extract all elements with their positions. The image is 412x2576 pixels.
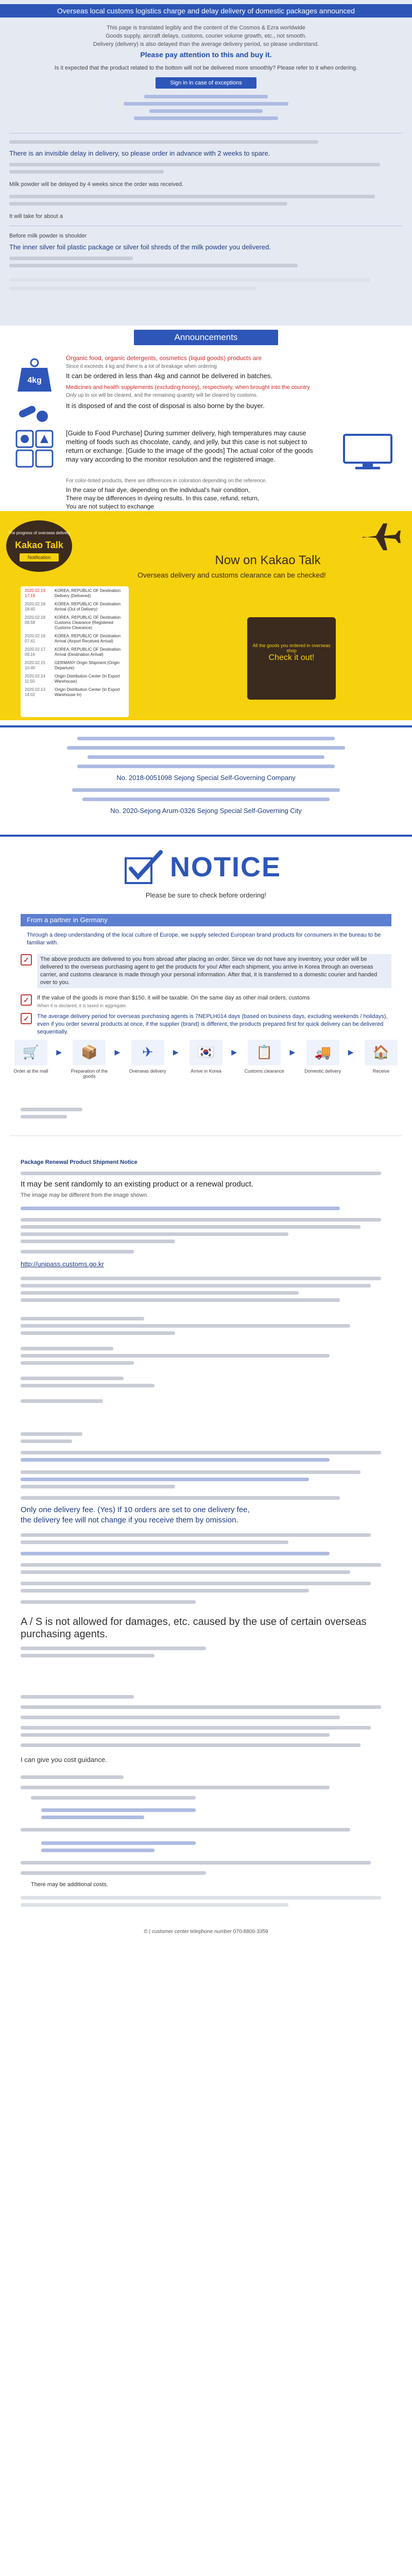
- announcements-section: [0, 326, 412, 511]
- flow-step-label: Order at the mall: [13, 1069, 48, 1074]
- ghost-line: [21, 1218, 381, 1222]
- ghost-line: [9, 286, 256, 290]
- ghost-line: [21, 1298, 340, 1302]
- registry-1: No. 2018-0051098 Sejong Special Self-Governing Company: [116, 774, 296, 782]
- notice-p2: [37, 994, 310, 1010]
- flow-step: [65, 1040, 121, 1101]
- ghost-line: [21, 1207, 340, 1210]
- ghost-line: [21, 1115, 67, 1118]
- flow-step-icon: ✈: [131, 1040, 164, 1065]
- ghost-line: [21, 1451, 381, 1454]
- ghost-line: [21, 1716, 340, 1719]
- organic-small: Since it exceeds 4 kg and there is a lot of breakage when ordering: [66, 364, 217, 369]
- phone-big: Check it out!: [268, 653, 315, 662]
- tracking-card: [21, 586, 129, 717]
- ghost-line: [82, 798, 330, 801]
- flow-step-icon: 📋: [248, 1040, 281, 1065]
- tail-2: Before milk powder is shoulder: [9, 233, 87, 239]
- timeline-status: KOREA, REPUBLIC OF Destination Arrival (Airport Received Arrival): [55, 634, 121, 643]
- ghost-line: [144, 95, 268, 98]
- exceptions-button[interactable]: Sign in in case of exceptions: [156, 77, 256, 89]
- flow-step-icon: 🇰🇷: [190, 1040, 222, 1065]
- ghost-line: [21, 1600, 196, 1604]
- flow-step-icon: 🛒: [14, 1040, 47, 1065]
- flow-arrow-icon: ▶: [289, 1048, 296, 1056]
- flow-arrow-icon: ▶: [348, 1048, 354, 1056]
- timeline-row: [25, 674, 125, 684]
- ghost-line: [21, 1324, 350, 1328]
- checkbox-icon: ✓: [21, 1013, 32, 1024]
- ghost-line: [41, 1816, 144, 1819]
- kakao-title: Now on Kakao Talk: [215, 553, 321, 567]
- ghost-line: [21, 1361, 134, 1365]
- timeline-date: 2020.02.15 10:40: [25, 660, 46, 670]
- medicine-small: Only up to six will be cleared, and the remaining quantity will be cleared by customs.: [66, 393, 258, 398]
- ghost-line: [134, 116, 278, 120]
- partner-text: Through a deep understanding of the local culture of Europe, we supply selected European brand products for consumers in the bureau to be familiar with.: [27, 932, 381, 946]
- flow-step-label: Domestic delivery: [304, 1069, 341, 1074]
- tail-1: It will take for about a: [9, 213, 63, 219]
- ghost-line: [67, 746, 345, 750]
- flow-step-label: Arrive in Korea: [191, 1069, 221, 1074]
- flow-step: [241, 1040, 296, 1101]
- tint-line: For color-tinted products, there are differences in coloration depending on the reference.: [66, 478, 267, 484]
- ghost-line: [21, 1470, 360, 1474]
- renewal-heading: Package Renewal Product Shipment Notice: [21, 1159, 138, 1165]
- ghost-line: [41, 1849, 154, 1852]
- flow-step-label: Customs clearance: [244, 1069, 284, 1074]
- ghost-line: [21, 1654, 154, 1657]
- flow-arrow-icon: ▶: [114, 1048, 121, 1056]
- partner-bar: From a partner in Germany: [21, 914, 391, 926]
- flow-arrow-icon: ▶: [231, 1048, 237, 1056]
- renewal-big-1: It may be sent randomly to an existing product or a renewal product.: [21, 1180, 253, 1189]
- flow-step: [357, 1040, 405, 1101]
- notice-delay: There is an invisible delay in delivery, so please order in advance with 2 weeks to spare.: [9, 149, 270, 157]
- ghost-line: [21, 1695, 134, 1699]
- ghost-line: [21, 1828, 350, 1832]
- ghost-line: [9, 264, 298, 267]
- weight-4kg-icon: [15, 357, 54, 393]
- ghost-line: [21, 1786, 330, 1789]
- ghost-line: [21, 1496, 340, 1500]
- pills-icon: [16, 404, 53, 425]
- timeline-date: 2020.02.17 09:16: [25, 647, 46, 657]
- top-banner: Overseas local customs logistics charge and delay delivery of domestic packages announced: [0, 4, 412, 18]
- ghost-line: [21, 1533, 371, 1537]
- bubble-tag: Notification Service: [20, 553, 59, 562]
- timeline-row: [25, 588, 125, 599]
- ghost-line: [9, 195, 375, 198]
- ghost-line: [21, 1896, 381, 1900]
- ghost-line: [72, 788, 340, 792]
- delivery-flow: [0, 1035, 412, 1154]
- timeline-status: KOREA, REPUBLIC OF Destination Arrival (Destination Arrival): [55, 647, 121, 657]
- flow-step: [299, 1040, 354, 1101]
- tail-3: The inner silver foil plastic package or silver foil shreds of the milk powder you delivered.: [9, 243, 271, 251]
- renewal-big-2b: the delivery fee will not change if you receive them by omission.: [21, 1516, 238, 1524]
- renewal-small-1: The image may be different from the image shown.: [21, 1192, 149, 1198]
- airplane-icon: [360, 520, 402, 551]
- ghost-line: [21, 1108, 82, 1111]
- ghost-line: [21, 1552, 330, 1555]
- unipass-link[interactable]: http://unipass.customs.go.kr: [21, 1260, 104, 1268]
- ghost-line: [21, 1563, 381, 1567]
- ghost-line: [21, 1347, 113, 1350]
- lead-4: Please pay attention to this and buy it.: [140, 50, 272, 59]
- ghost-line: [21, 1485, 175, 1488]
- bubble-small: The progress of overseas delivery: [8, 531, 71, 535]
- kakao-bubble: [6, 520, 72, 572]
- timeline-row: [25, 602, 125, 612]
- timeline-row: [25, 687, 125, 698]
- ghost-line: [21, 1589, 309, 1592]
- flow-step: [124, 1040, 179, 1101]
- lead-1: This page is translated legibly and the content of the Cosmos & Ezra worldwide: [107, 25, 305, 31]
- ghost-line: [31, 1796, 196, 1800]
- ghost-line: [21, 1733, 330, 1737]
- lead-3: Delivery (delivery) is also delayed than the average delivery period, so please understand.: [93, 41, 319, 47]
- ghost-line: [41, 1808, 196, 1812]
- ghost-line: [21, 1439, 72, 1443]
- timeline-row: [25, 634, 125, 644]
- ghost-line: [21, 1743, 360, 1747]
- notice-item-1: [21, 954, 391, 988]
- renewal-big-2: Only one delivery fee. (Yes) If 10 orders are set to one delivery fee,: [21, 1505, 250, 1514]
- organic-main: It can be ordered in less than 4kg and cannot be delivered in batches.: [66, 372, 273, 380]
- ghost-line: [77, 737, 335, 740]
- flow-step-icon: 🚚: [306, 1040, 339, 1065]
- ghost-line: [21, 1478, 309, 1481]
- timeline-status: KOREA, REPUBLIC OF Destination Arrival (Out of Delivery): [55, 602, 121, 612]
- ghost-line: [21, 1291, 299, 1295]
- timeline-date: 2020.02.14 11:50: [25, 674, 46, 684]
- ghost-line: [88, 755, 324, 759]
- flow-step-label: Receive: [372, 1069, 390, 1074]
- flow-step-label: Overseas delivery: [129, 1069, 166, 1074]
- ghost-line: [41, 1841, 196, 1845]
- notice-section: [0, 844, 412, 1035]
- ghost-line: [9, 170, 164, 174]
- ghost-line: [21, 1250, 134, 1253]
- ghost-line: [21, 1647, 206, 1650]
- ghost-line: [21, 1377, 124, 1380]
- ghost-line: [149, 109, 263, 113]
- notice-item-3: [21, 1013, 391, 1035]
- phone-screen: [247, 617, 336, 700]
- checkbox-icon: ✓: [21, 994, 32, 1006]
- notice-subtitle: Please be sure to check before ordering!: [145, 891, 267, 899]
- ghost-line: [21, 1399, 103, 1403]
- timeline-row: [25, 647, 125, 657]
- ghost-line: [21, 1582, 371, 1585]
- registry-section: [0, 720, 412, 844]
- ghost-line: [21, 1861, 371, 1865]
- kakao-subtitle: Overseas delivery and customs clearance can be checked!: [138, 571, 326, 579]
- ghost-line: [9, 257, 133, 260]
- ghost-line: [21, 1432, 82, 1436]
- notice-milk: Milk powder will be delayed by 4 weeks since the order was received.: [9, 181, 184, 188]
- food-grid-icon: [15, 430, 54, 468]
- notice-title: NOTICE: [170, 852, 282, 883]
- bubble-big: Kakao Talk: [15, 540, 63, 550]
- notice-item-2: [21, 994, 391, 1010]
- renewal-big-3: A / S is not allowed for damages, etc. caused by the use of certain overseas purchasing agents.: [21, 1616, 367, 1640]
- ghost-line: [21, 1232, 288, 1236]
- timeline-status: GERMANY Origin Shipment (Origin Departure): [55, 660, 120, 670]
- ghost-line: [21, 1384, 154, 1387]
- flow-step: [7, 1040, 62, 1101]
- ghost-line: [21, 1903, 288, 1907]
- ghost-line: [21, 1726, 371, 1730]
- flow-arrow-icon: ▶: [56, 1048, 62, 1056]
- ghost-line: [21, 1871, 206, 1875]
- badge-4kg: 4kg: [27, 376, 42, 385]
- flow-step-icon: 📦: [73, 1040, 106, 1065]
- ghost-line: [21, 1317, 144, 1320]
- footer-bar: © | customer center telephone number 070-8800-3359: [0, 1927, 412, 1937]
- ghost-line: [9, 202, 287, 206]
- hair-line-2: There may be differences in dyeing results. In this case, refund, return,: [66, 495, 260, 502]
- flow-step: [182, 1040, 237, 1101]
- ghost-line: [21, 1331, 175, 1335]
- registry-2: No. 2020-Sejong Arum-0326 Sejong Special Self-Governing City: [110, 807, 302, 815]
- timeline-date: 2020.02.18 18:40: [25, 602, 46, 612]
- flow-arrow-icon: ▶: [173, 1048, 179, 1056]
- timeline-status: KOREA, REPUBLIC OF Destination Customs Clearance (Registered Customs Clearance): [55, 615, 121, 630]
- ghost-line: [21, 1284, 371, 1287]
- renewal-note: I can give you cost guidance.: [21, 1756, 107, 1764]
- renewal-section: [0, 1154, 412, 2576]
- ghost-line: [21, 1705, 381, 1709]
- notice-p3: The average delivery period for overseas purchasing agents is 7NEPLH014 days (based on business days, excluding weekends / holidays), even if you order several products at once, if the supplier (brand) is different, the products prepared first for quick delivery can be delivered sequentially.: [37, 1013, 388, 1035]
- hair-line-3: You are not subject to exchange: [66, 503, 154, 510]
- medicine-main: It is disposed of and the cost of disposal is also borne by the buyer.: [66, 402, 265, 410]
- food-guide: [Guide to Food Purchase] During summer delivery, high temperatures may cause melting of foods such as chocolate, candy, and jelly, but this case is not subject to return or exchange. [Guide to the image of the goods] The actual color of the goods may vary according to the monitor resolution and the registered image.: [66, 429, 313, 463]
- renewal-foot-1: There may be additional costs.: [31, 1882, 108, 1888]
- hair-line-1: In the case of hair dye, depending on the individual's hair condition,: [66, 486, 250, 494]
- ghost-line: [21, 1540, 288, 1544]
- ghost-line: [9, 278, 370, 282]
- notice-p2-a: If the value of the goods is more than $150, it will be taxable. On the same day as other mail orders, customs: [37, 995, 310, 1001]
- lead-2: Goods supply, aircraft delays, customs, courier volume growth, etc., not smooth.: [106, 33, 306, 39]
- medicine-line: Medicines and health supplements (excluding honey), respectively, when brought into the country: [66, 384, 310, 391]
- announcements-heading: Announcements: [134, 330, 278, 345]
- ghost-line: [124, 102, 288, 106]
- ghost-line: [77, 765, 335, 768]
- checkmark-icon: [124, 849, 165, 885]
- timeline-row: [25, 615, 125, 631]
- notice-p1: The above products are delivered to you from abroad after placing an order. Since we do not have any inventory, your order will be delivered to the overseas purchasing agent to get the products for you! After each shipment, you arrive in Korea through an overseas carrier, and customs clearance is made through your personal information. After that, it is transferred to a domestic courier and handed over to you.: [37, 954, 391, 988]
- phone-small: All the goods you ordered in overseas shop: [252, 643, 331, 653]
- kakao-section: [0, 511, 412, 720]
- timeline-status: KOREA, REPUBLIC OF Destination Delivery (Delivered): [55, 588, 121, 598]
- timeline-date: 2020.02.18 08:58: [25, 615, 46, 625]
- timeline-status: Origin Distribution Center (In Export Warehouse In): [55, 687, 120, 697]
- timeline-date: 2020.02.19 17:19: [25, 588, 46, 598]
- flow-step-icon: 🏠: [365, 1040, 398, 1065]
- checkbox-icon: ✓: [21, 954, 32, 965]
- ghost-line: [21, 1458, 330, 1462]
- flow-step-label: Preparation of the goods: [71, 1069, 108, 1079]
- top-section: [0, 0, 412, 326]
- timeline-status: Origin Distribution Center (In Export Warehouse): [55, 674, 120, 684]
- ghost-line: [21, 1354, 330, 1358]
- timeline-date: 2020.02.18 07:41: [25, 634, 46, 643]
- divider: [0, 725, 412, 727]
- ghost-line: [21, 1240, 175, 1243]
- ghost-line: [21, 1225, 360, 1229]
- ghost-line: [9, 140, 318, 144]
- ghost-line: [9, 163, 380, 166]
- ghost-line: [21, 1570, 350, 1574]
- organic-line: Organic food, organic detergents, cosmetics (liquid goods) products are: [66, 354, 262, 362]
- divider: [0, 835, 412, 837]
- notice-p2-b: When it is declared, it is taxed in aggregate.: [37, 1003, 127, 1008]
- ghost-line: [21, 1277, 381, 1280]
- monitor-icon: [342, 433, 393, 471]
- ghost-line: [21, 1775, 124, 1779]
- timeline-row: [25, 660, 125, 671]
- question: Is it expected that the product related to the bottom will not be delivered more smoothly? Please refer to it when ordering.: [54, 65, 358, 71]
- timeline-date: 2020.02.13 14:02: [25, 687, 46, 697]
- ghost-line: [21, 1172, 381, 1175]
